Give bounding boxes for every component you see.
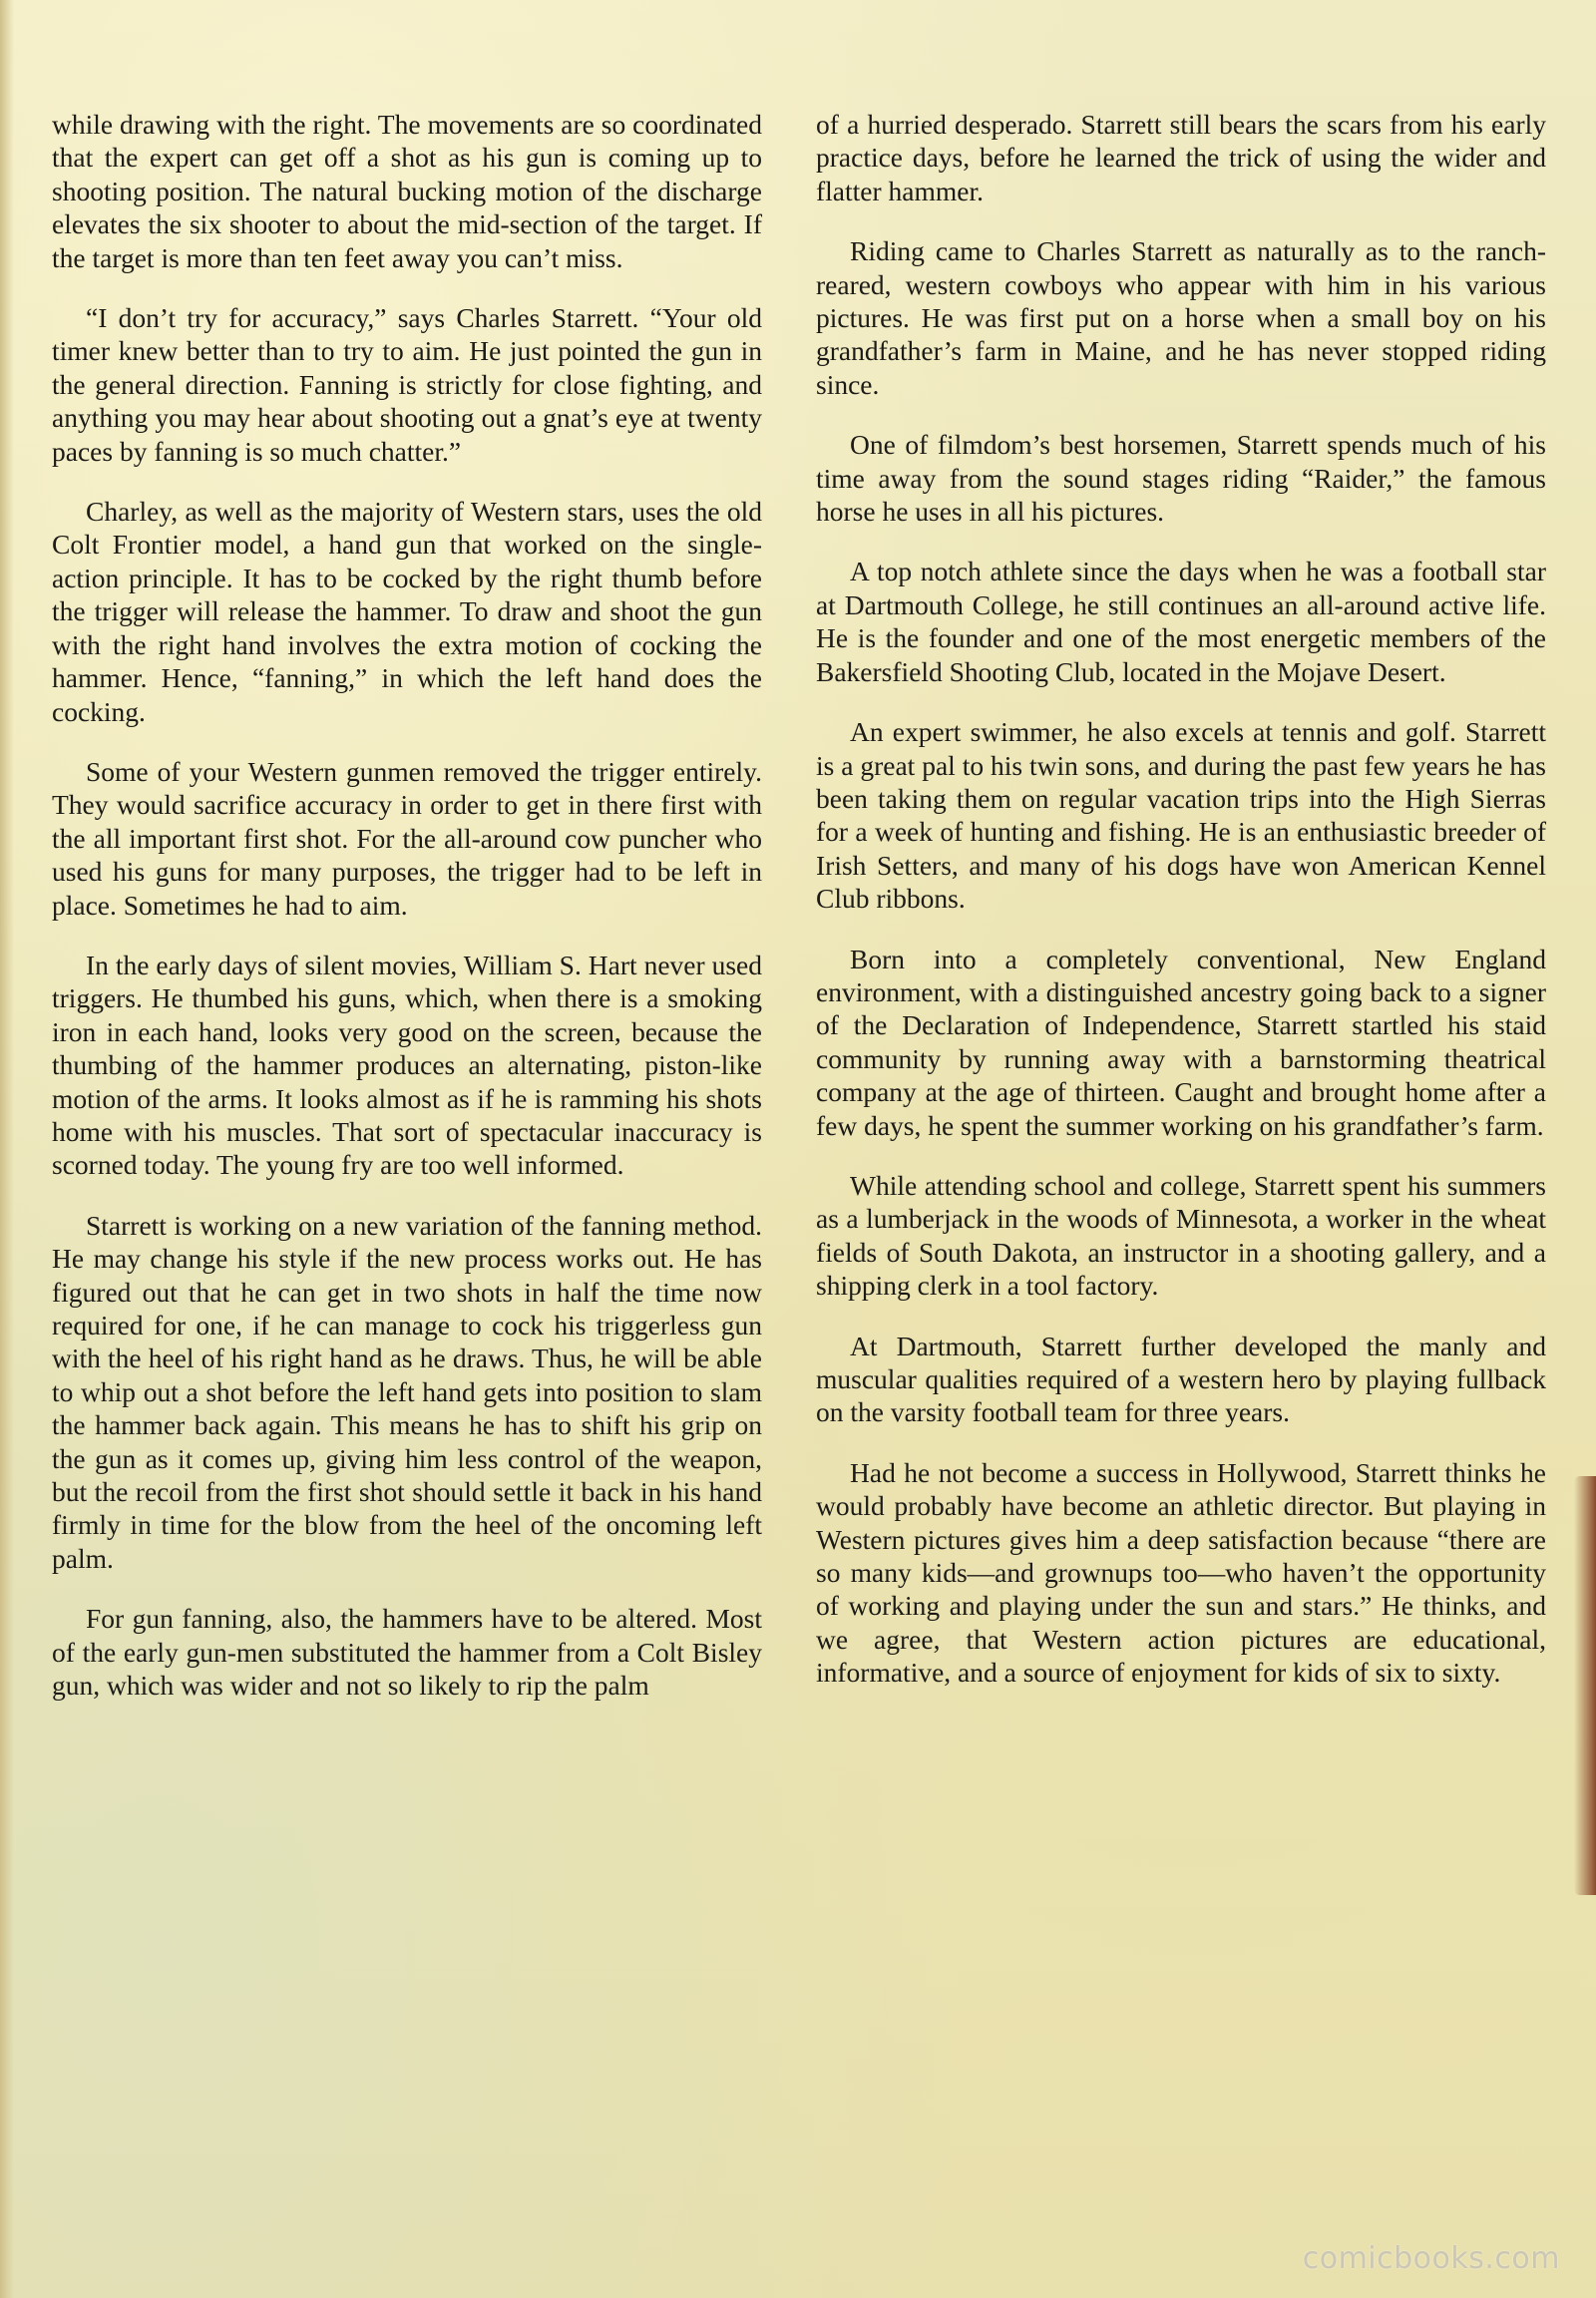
paragraph: At Dartmouth, Starrett further developed the manly and muscular qualities required of a western hero by playing fullback on the varsity football team for three years. (816, 1330, 1546, 1428)
paragraph: One of filmdom’s best horsemen, Starrett spends much of his time away from the sound stages riding “Raider,” the famous horse he uses in all his pictures. (816, 429, 1546, 528)
paragraph: Starrett is working on a new variation of the fanning method. He may change his style if the new process works out. He has figured out that he can get in two shots in half the time now required for one, if he can manage to cock his triggerless gun with the heel of his right hand as he draws. Thus, he will be able to whip out a shot before the left hand gets into position to slam the hammer back again. This means he has to shift his grip on the gun as it comes up, giving him less control of the weapon, but the recoil from the first shot should settle it back in his hand firmly in time for the blow from the heel of the oncoming left palm. (52, 1209, 762, 1574)
page-edge-tear (1574, 1476, 1596, 1895)
paragraph: For gun fanning, also, the hammers have to be altered. Most of the early gun-men substituted the hammer from a Colt Bisley gun, which was wider and not so likely to rip the palm (52, 1603, 762, 1702)
paragraph: Riding came to Charles Starrett as naturally as to the ranch-reared, western cowboys who appear with him in his various pictures. He was first put on a horse when a small boy on his grandfather’s farm in Maine, and he has never stopped riding since. (816, 235, 1546, 400)
paragraph: Had he not become a success in Hollywood, Starrett thinks he would probably have become an athletic director. But playing in Western pictures gives him a deep satisfaction because “there are so many kids—and grownups too—who haven’t the opportunity of working and playing under the sun and stars.” He thinks, and we agree, that Western action pictures are educational, informative, and a source of enjoyment for kids of six to sixty. (816, 1456, 1546, 1689)
watermark: comicbooks.com (1302, 2241, 1560, 2276)
paragraph: of a hurried desperado. Starrett still bears the scars from his early practice days, before he learned the trick of using the wider and flatter hammer. (816, 109, 1546, 206)
left-text-column (52, 108, 762, 1728)
paragraph: A top notch athlete since the days when he was a football star at Dartmouth College, he still continues an all-around active life. He is the founder and one of the most energetic members of the Bakersfield Shooting Club, located in the Mojave Desert. (816, 556, 1546, 687)
right-text-column (816, 108, 1546, 1717)
paragraph: In the early days of silent movies, William S. Hart never used triggers. He thumbed his guns, which, when there is a smoking iron in each hand, looks very good on the screen, because the thumbing of the hammer produces an alternating, piston-like motion of the arms. It looks almost as if he is ramming his shots home with his muscles. That sort of spectacular inaccuracy is scorned today. The young fry are too well informed. (52, 949, 762, 1181)
paragraph: Some of your Western gunmen removed the trigger entirely. They would sacrifice accuracy in order to get in there first with the all important first shot. For the all-around cow puncher who used his guns for many purposes, the trigger had to be left in place. Sometimes he had to aim. (52, 755, 762, 921)
paragraph: “I don’t try for accuracy,” says Charles Starrett. “Your old timer knew better than to try to aim. He just pointed the gun in the general direction. Fanning is strictly for close fighting, and anything you may hear about shooting out a gnat’s eye at twenty paces by fanning is so much chatter.” (52, 302, 762, 467)
paragraph: while drawing with the right. The movements are so coordinated that the expert can get off a shot as his gun is coming up to shooting position. The natural bucking motion of the discharge elevates the six shooter to about the mid-section of the target. If the target is more than ten feet away you can’t miss. (52, 109, 762, 273)
page-edge-shadow (0, 0, 14, 2298)
paragraph: An expert swimmer, he also excels at tennis and golf. Starrett is a great pal to his twin sons, and during the past few years he has been taking them on regular vacation trips into the High Sierras for a week of hunting and fishing. He is an enthusiastic breeder of Irish Setters, and many of his dogs have won American Kennel Club ribbons. (816, 716, 1546, 915)
paragraph: While attending school and college, Starrett spent his summers as a lumberjack in the woods of Minnesota, a worker in the wheat fields of South Dakota, an instructor in a shooting gallery, and a shipping clerk in a tool factory. (816, 1169, 1546, 1302)
paragraph: Born into a completely conventional, New England environment, with a distinguished ancestry going back to a signer of the Declaration of Independence, Starrett startled his staid community by running away with a barnstorming theatrical company at the age of thirteen. Caught and brought home after a few days, he spent the summer working on his grandfather’s farm. (816, 943, 1546, 1141)
paragraph: Charley, as well as the majority of Western stars, uses the old Colt Frontier model, a hand gun that worked on the single-action principle. It has to be cocked by the right thumb before the trigger will release the hammer. To draw and shoot the gun with the right hand involves the extra motion of cocking the hammer. Hence, “fanning,” in which the left hand does the cocking. (52, 496, 762, 727)
